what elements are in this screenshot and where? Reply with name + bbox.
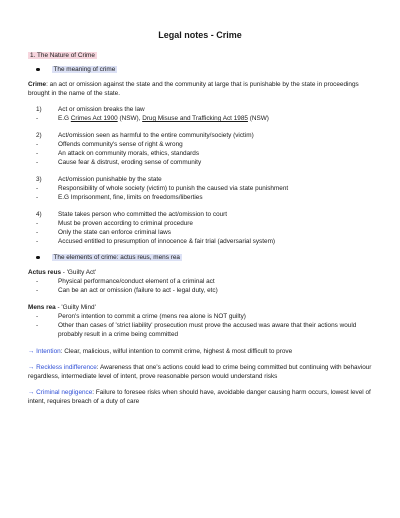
- mens-rea-heading: [28, 303, 372, 312]
- point-item: - E.G Imprisonment, fine, limits on freedoms/liberties: [36, 194, 203, 201]
- actus-item: - Physical performance/conduct element of a criminal act: [36, 278, 215, 285]
- mens-rea-gloss: - 'Guilty Mind': [55, 304, 96, 311]
- point-number: 4): [36, 211, 42, 218]
- point-number: 1): [36, 106, 42, 113]
- crime-definition: [28, 80, 372, 98]
- intention-term: Intention: [36, 348, 61, 355]
- section-heading-text: 1. The Nature of Crime: [30, 52, 95, 59]
- point-2: [28, 131, 372, 167]
- reckless-text: : Awareness that one's actions could lead to crime being committed but continuing with behaviour regardless, intermediate level of intent, prove reasonable person would understand risks: [28, 364, 372, 380]
- intention-paragraph: [28, 347, 372, 356]
- point-heading-text: State takes person who committed the act/omission to court: [58, 211, 228, 218]
- negligence-paragraph: [28, 388, 372, 406]
- point-4: [28, 210, 372, 246]
- bullet-icon: [36, 68, 40, 72]
- point-heading: [36, 131, 372, 140]
- page-title: Legal notes - Crime: [158, 30, 242, 40]
- intention-text: : Clear, malicious, wilful intention to commit crime, highest & most difficult to prove: [60, 348, 293, 355]
- point-number: 2): [36, 132, 42, 139]
- point-item: - Must be proven according to criminal procedure: [36, 220, 193, 227]
- mens-item: - Other than cases of 'strict liability' prosecution must prove the accused was aware that their actions would probably result in a crime being committed: [36, 322, 357, 338]
- elements-bullet: [36, 254, 372, 261]
- point-heading: [36, 210, 372, 219]
- reckless-term: Reckless indifference: [36, 364, 97, 371]
- negligence-term: Criminal negligence: [36, 389, 93, 396]
- negligence-text: : Failure to foresee risks when should have, avoidable danger causing harm occurs, lowest level of intent, requires breach of a duty of care: [28, 389, 371, 405]
- bullet-icon: [36, 256, 40, 260]
- example-prefix: E.G: [58, 115, 71, 122]
- actus-reus-term: Actus reus: [28, 269, 62, 276]
- point-item: - An attack on community morals, ethics, standards: [36, 150, 200, 157]
- crimes-act-link: Crimes Act 1900: [70, 115, 118, 122]
- point-item: - Only the state can enforce criminal laws: [36, 229, 171, 236]
- point-number: 3): [36, 176, 42, 183]
- arrow-icon: →: [28, 389, 37, 396]
- point-item: - Accused entitled to presumption of innocence & fair trial (adversarial system): [36, 238, 276, 245]
- point-item: - Cause fear & distrust, eroding sense of community: [36, 159, 202, 166]
- crime-term: Crime: [28, 81, 47, 88]
- point-item: - Responsibility of whole society (victim) to punish the caused via state punishment: [36, 185, 289, 192]
- example-post: (NSW): [247, 115, 269, 122]
- mens-rea-term: Mens rea: [28, 304, 56, 311]
- point-heading-text: Act or omission breaks the law: [58, 106, 145, 113]
- mens-item: - Peron's intention to commit a crime (mens rea alone is NOT guilty): [36, 313, 246, 320]
- meaning-bullet-text: The meaning of crime: [53, 66, 116, 73]
- arrow-icon: →: [28, 348, 37, 355]
- point-heading-text: Act/omission seen as harmful to the entire community/society (victim): [58, 132, 254, 139]
- crime-definition-text: : an act or omission against the state and the community at large that is punishable by the state in proceedings brought in the name of the state.: [28, 81, 359, 97]
- actus-reus-gloss: - 'Guilty Act': [61, 269, 97, 276]
- actus-item: - Can be an act or omission (failure to act - legal duty, etc): [36, 287, 218, 294]
- point-3: [28, 175, 372, 202]
- point-1: [28, 105, 372, 123]
- point-item: - E.G Crimes Act 1900 (NSW), Drug Misuse and Trafficking Act 1985 (NSW): [36, 115, 269, 122]
- point-heading-text: Act/omission punishable by the state: [58, 176, 162, 183]
- section-heading: [28, 52, 372, 59]
- arrow-icon: →: [28, 364, 37, 371]
- mens-rea-block: [28, 303, 372, 339]
- drug-act-link: Drug Misuse and Trafficking Act 1985: [142, 115, 248, 122]
- point-heading: [36, 105, 372, 114]
- point-item: - Offends community's sense of right & wrong: [36, 141, 183, 148]
- meaning-bullet: [36, 66, 372, 73]
- actus-reus-block: [28, 268, 372, 295]
- reckless-paragraph: [28, 363, 372, 381]
- elements-bullet-text: The elements of crime: actus reus, mens rea: [53, 254, 180, 261]
- actus-reus-heading: [28, 268, 372, 277]
- example-mid: (NSW),: [117, 115, 143, 122]
- point-heading: [36, 175, 372, 184]
